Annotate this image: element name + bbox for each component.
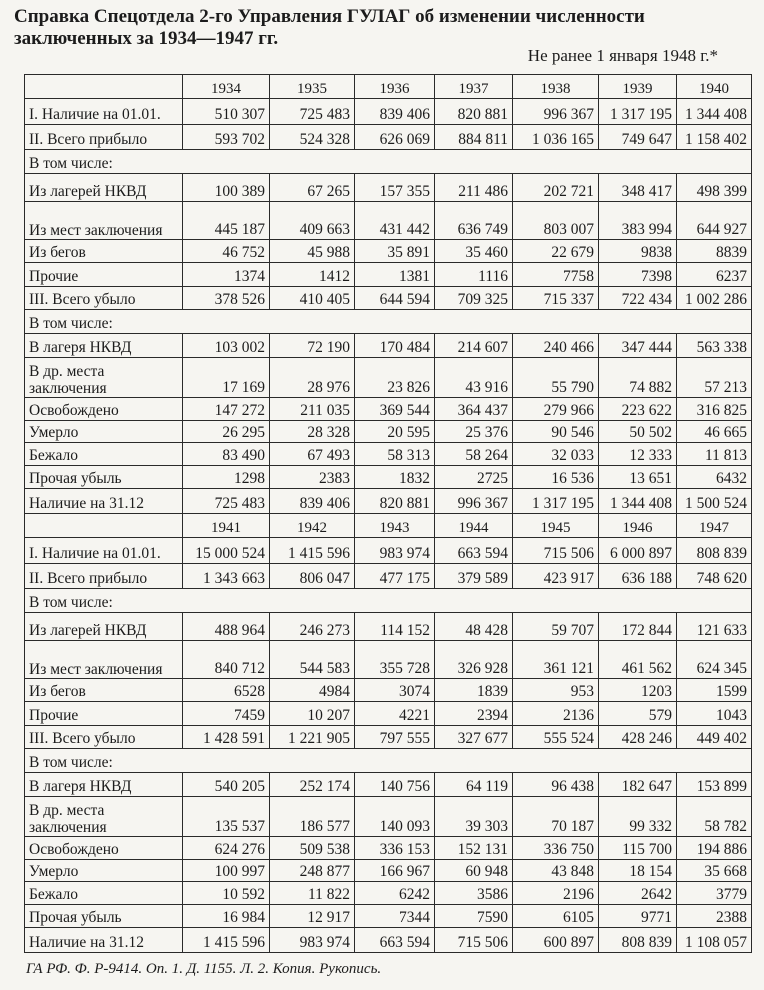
year-header-cell: 1940 [677,75,752,99]
row-label: Из мест заключения [25,641,183,679]
value-cell: 336 750 [513,837,599,860]
value-cell: 135 537 [183,797,270,837]
value-cell: 347 444 [599,334,677,358]
value-cell: 1298 [183,466,270,489]
value-cell: 445 187 [183,202,270,240]
value-cell: 246 273 [270,613,355,641]
value-cell: 1599 [677,679,752,702]
year-header-cell: 1946 [599,514,677,538]
value-cell: 1839 [435,679,513,702]
value-cell: 6528 [183,679,270,702]
value-cell: 369 544 [355,398,435,421]
row-label: Бежало [25,443,183,466]
value-cell: 428 246 [599,726,677,749]
value-cell: 223 622 [599,398,677,421]
value-cell: 410 405 [270,287,355,310]
value-cell: 953 [513,679,599,702]
value-cell: 378 526 [183,287,270,310]
value-cell: 35 460 [435,240,513,263]
table-row [25,928,752,953]
table-row [25,797,752,837]
value-cell: 83 490 [183,443,270,466]
value-cell: 624 345 [677,641,752,679]
row-label: В др. места заключения [25,358,183,398]
value-cell: 509 538 [270,837,355,860]
table-row [25,702,752,726]
year-header-cell: 1945 [513,514,599,538]
value-cell: 67 493 [270,443,355,466]
value-cell: 820 881 [355,489,435,514]
table-row [25,125,752,150]
value-cell: 709 325 [435,287,513,310]
table-row [25,726,752,749]
value-cell: 114 152 [355,613,435,641]
table-row [25,589,752,613]
value-cell: 636 188 [599,564,677,589]
value-cell: 157 355 [355,174,435,202]
value-cell: 461 562 [599,641,677,679]
value-cell: 3074 [355,679,435,702]
value-cell: 67 265 [270,174,355,202]
value-cell: 996 367 [513,99,599,125]
value-cell: 593 702 [183,125,270,150]
table-row [25,564,752,589]
value-cell: 186 577 [270,797,355,837]
value-cell: 1 036 165 [513,125,599,150]
value-cell: 214 607 [435,334,513,358]
table-row [25,398,752,421]
row-label: Из бегов [25,679,183,702]
value-cell: 644 927 [677,202,752,240]
value-cell: 431 442 [355,202,435,240]
row-label: Умерло [25,860,183,882]
value-cell: 715 506 [435,928,513,953]
value-cell: 626 069 [355,125,435,150]
value-cell: 140 756 [355,773,435,797]
value-cell: 58 264 [435,443,513,466]
table-row [25,263,752,287]
row-label: Прочие [25,263,183,287]
value-cell: 11 822 [270,882,355,905]
archive-source-note: ГА РФ. Ф. Р-9414. Оп. 1. Д. 1155. Л. 2. Копия. Рукопись. [26,961,382,977]
value-cell: 18 154 [599,860,677,882]
value-cell: 808 839 [677,538,752,564]
value-cell: 449 402 [677,726,752,749]
value-cell: 663 594 [355,928,435,953]
value-cell: 211 035 [270,398,355,421]
value-cell: 74 882 [599,358,677,398]
row-label: Освобождено [25,837,183,860]
value-cell: 1 500 524 [677,489,752,514]
document-date: Не ранее 1 января 1948 г.* [527,46,718,65]
row-label: Бежало [25,882,183,905]
value-cell: 152 131 [435,837,513,860]
value-cell: 715 506 [513,538,599,564]
value-cell: 1 344 408 [677,99,752,125]
value-cell: 498 399 [677,174,752,202]
value-cell: 202 721 [513,174,599,202]
table-row [25,538,752,564]
value-cell: 797 555 [355,726,435,749]
value-cell: 39 303 [435,797,513,837]
value-cell: 1 002 286 [677,287,752,310]
value-cell: 121 633 [677,613,752,641]
value-cell: 28 328 [270,421,355,443]
row-label: Прочая убыль [25,466,183,489]
value-cell: 115 700 [599,837,677,860]
value-cell: 1 158 402 [677,125,752,150]
value-cell: 748 620 [677,564,752,589]
value-cell: 336 153 [355,837,435,860]
year-header-cell: 1944 [435,514,513,538]
row-label: В том числе: [25,310,752,334]
value-cell: 839 406 [355,99,435,125]
value-cell: 20 595 [355,421,435,443]
value-cell: 1832 [355,466,435,489]
value-cell: 45 988 [270,240,355,263]
value-cell: 46 752 [183,240,270,263]
row-label: Из мест заключения [25,202,183,240]
value-cell: 2394 [435,702,513,726]
value-cell: 240 466 [513,334,599,358]
value-cell: 211 486 [435,174,513,202]
table-row [25,358,752,398]
value-cell: 12 333 [599,443,677,466]
value-cell: 983 974 [355,538,435,564]
value-cell: 1 415 596 [270,538,355,564]
value-cell: 32 033 [513,443,599,466]
value-cell: 7758 [513,263,599,287]
value-cell: 544 583 [270,641,355,679]
value-cell: 840 712 [183,641,270,679]
value-cell: 1043 [677,702,752,726]
value-cell: 147 272 [183,398,270,421]
value-cell: 355 728 [355,641,435,679]
value-cell: 58 782 [677,797,752,837]
year-header-row [25,75,752,99]
value-cell: 13 651 [599,466,677,489]
row-label: Из бегов [25,240,183,263]
year-header-cell: 1939 [599,75,677,99]
table-row [25,334,752,358]
value-cell: 4984 [270,679,355,702]
value-cell: 64 119 [435,773,513,797]
value-cell: 170 484 [355,334,435,358]
value-cell: 6432 [677,466,752,489]
value-cell: 90 546 [513,421,599,443]
value-cell: 194 886 [677,837,752,860]
value-cell: 99 332 [599,797,677,837]
value-cell: 166 967 [355,860,435,882]
table-row [25,860,752,882]
row-label: В том числе: [25,589,752,613]
value-cell: 140 093 [355,797,435,837]
year-header-cell: 1947 [677,514,752,538]
table-row [25,749,752,773]
table-row [25,466,752,489]
table-row [25,421,752,443]
value-cell: 1203 [599,679,677,702]
value-cell: 57 213 [677,358,752,398]
value-cell: 100 389 [183,174,270,202]
value-cell: 3779 [677,882,752,905]
value-cell: 6237 [677,263,752,287]
value-cell: 1 344 408 [599,489,677,514]
value-cell: 725 483 [183,489,270,514]
value-cell: 72 190 [270,334,355,358]
value-cell: 2196 [513,882,599,905]
table-row [25,287,752,310]
year-header-cell: 1938 [513,75,599,99]
year-header-cell: 1941 [183,514,270,538]
value-cell: 1412 [270,263,355,287]
value-cell: 1 428 591 [183,726,270,749]
table-row [25,882,752,905]
value-cell: 379 589 [435,564,513,589]
value-cell: 7398 [599,263,677,287]
value-cell: 26 295 [183,421,270,443]
value-cell: 1 317 195 [599,99,677,125]
value-cell: 16 984 [183,905,270,928]
value-cell: 1116 [435,263,513,287]
value-cell: 383 994 [599,202,677,240]
header-blank-cell [25,75,183,99]
table-row [25,240,752,263]
table-row [25,310,752,334]
value-cell: 70 187 [513,797,599,837]
row-label: Наличие на 31.12 [25,489,183,514]
value-cell: 423 917 [513,564,599,589]
value-cell: 46 665 [677,421,752,443]
table-row [25,202,752,240]
year-header-cell: 1936 [355,75,435,99]
row-label: В др. места заключения [25,797,183,837]
value-cell: 15 000 524 [183,538,270,564]
value-cell: 48 428 [435,613,513,641]
value-cell: 60 948 [435,860,513,882]
year-header-row [25,514,752,538]
value-cell: 12 917 [270,905,355,928]
value-cell: 7590 [435,905,513,928]
row-label: II. Всего прибыло [25,125,183,150]
row-label: Из лагерей НКВД [25,174,183,202]
row-label: В лагеря НКВД [25,334,183,358]
value-cell: 636 749 [435,202,513,240]
value-cell: 7344 [355,905,435,928]
value-cell: 59 707 [513,613,599,641]
value-cell: 2725 [435,466,513,489]
value-cell: 477 175 [355,564,435,589]
value-cell: 2642 [599,882,677,905]
row-label: Прочая убыль [25,905,183,928]
value-cell: 624 276 [183,837,270,860]
table-row [25,174,752,202]
table-row [25,679,752,702]
value-cell: 10 592 [183,882,270,905]
value-cell: 644 594 [355,287,435,310]
value-cell: 6105 [513,905,599,928]
value-cell: 23 826 [355,358,435,398]
value-cell: 884 811 [435,125,513,150]
value-cell: 579 [599,702,677,726]
value-cell: 1 317 195 [513,489,599,514]
row-label: Прочие [25,702,183,726]
table-row [25,905,752,928]
value-cell: 563 338 [677,334,752,358]
value-cell: 279 966 [513,398,599,421]
value-cell: 555 524 [513,726,599,749]
value-cell: 361 121 [513,641,599,679]
value-cell: 96 438 [513,773,599,797]
year-header-cell: 1935 [270,75,355,99]
value-cell: 749 647 [599,125,677,150]
value-cell: 28 976 [270,358,355,398]
value-cell: 58 313 [355,443,435,466]
row-label: I. Наличие на 01.01. [25,99,183,125]
value-cell: 806 047 [270,564,355,589]
value-cell: 1 343 663 [183,564,270,589]
value-cell: 50 502 [599,421,677,443]
row-label: Освобождено [25,398,183,421]
table-row [25,150,752,174]
value-cell: 725 483 [270,99,355,125]
value-cell: 35 668 [677,860,752,882]
value-cell: 2383 [270,466,355,489]
table-row [25,443,752,466]
value-cell: 55 790 [513,358,599,398]
table-row [25,489,752,514]
value-cell: 43 848 [513,860,599,882]
table-row [25,773,752,797]
value-cell: 100 997 [183,860,270,882]
value-cell: 839 406 [270,489,355,514]
value-cell: 17 169 [183,358,270,398]
value-cell: 348 417 [599,174,677,202]
value-cell: 4221 [355,702,435,726]
value-cell: 364 437 [435,398,513,421]
value-cell: 182 647 [599,773,677,797]
row-label: Умерло [25,421,183,443]
value-cell: 153 899 [677,773,752,797]
value-cell: 11 813 [677,443,752,466]
value-cell: 722 434 [599,287,677,310]
row-label: I. Наличие на 01.01. [25,538,183,564]
header-blank-cell [25,514,183,538]
value-cell: 16 536 [513,466,599,489]
row-label: II. Всего прибыло [25,564,183,589]
year-header-cell: 1937 [435,75,513,99]
value-cell: 248 877 [270,860,355,882]
value-cell: 524 328 [270,125,355,150]
value-cell: 996 367 [435,489,513,514]
row-label: В том числе: [25,150,752,174]
row-label: III. Всего убыло [25,287,183,310]
value-cell: 1381 [355,263,435,287]
year-header-cell: 1942 [270,514,355,538]
value-cell: 803 007 [513,202,599,240]
value-cell: 1 108 057 [677,928,752,953]
value-cell: 540 205 [183,773,270,797]
value-cell: 2388 [677,905,752,928]
value-cell: 172 844 [599,613,677,641]
value-cell: 3586 [435,882,513,905]
value-cell: 7459 [183,702,270,726]
row-label: В лагеря НКВД [25,773,183,797]
value-cell: 43 916 [435,358,513,398]
row-label: Из лагерей НКВД [25,613,183,641]
value-cell: 316 825 [677,398,752,421]
row-label: III. Всего убыло [25,726,183,749]
document-title: Справка Спецотдела 2-го Управления ГУЛАГ об изменении численности заключенных за 1934—1947 гг. [14,6,645,49]
value-cell: 6 000 897 [599,538,677,564]
value-cell: 983 974 [270,928,355,953]
value-cell: 8839 [677,240,752,263]
year-header-cell: 1943 [355,514,435,538]
value-cell: 808 839 [599,928,677,953]
value-cell: 510 307 [183,99,270,125]
table-row [25,641,752,679]
table-row [25,99,752,125]
value-cell: 2136 [513,702,599,726]
table-row [25,613,752,641]
value-cell: 22 679 [513,240,599,263]
value-cell: 326 928 [435,641,513,679]
value-cell: 600 897 [513,928,599,953]
year-header-cell: 1934 [183,75,270,99]
value-cell: 488 964 [183,613,270,641]
value-cell: 409 663 [270,202,355,240]
row-label: В том числе: [25,749,752,773]
table-row [25,837,752,860]
value-cell: 820 881 [435,99,513,125]
value-cell: 1 415 596 [183,928,270,953]
value-cell: 103 002 [183,334,270,358]
value-cell: 6242 [355,882,435,905]
value-cell: 715 337 [513,287,599,310]
value-cell: 9838 [599,240,677,263]
value-cell: 1 221 905 [270,726,355,749]
value-cell: 663 594 [435,538,513,564]
value-cell: 35 891 [355,240,435,263]
prisoner-statistics-table [24,74,752,953]
value-cell: 1374 [183,263,270,287]
value-cell: 9771 [599,905,677,928]
value-cell: 252 174 [270,773,355,797]
value-cell: 25 376 [435,421,513,443]
value-cell: 10 207 [270,702,355,726]
value-cell: 327 677 [435,726,513,749]
row-label: Наличие на 31.12 [25,928,183,953]
